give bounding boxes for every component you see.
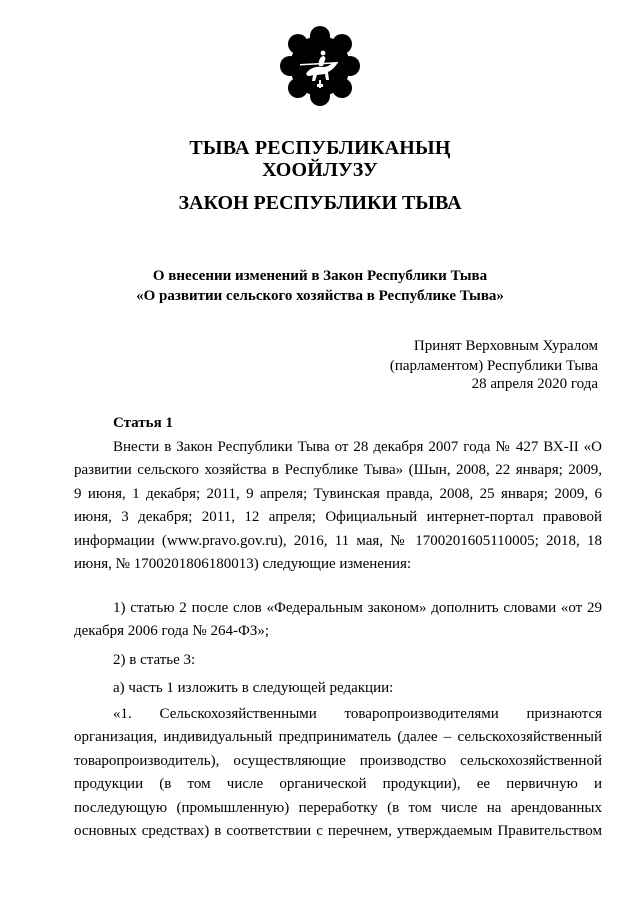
text-line: Внести в Закон Республики Тыва от 28 декабря 2007 года № 427 ВХ-II «О <box>113 439 602 455</box>
paragraph-item-2 <box>74 649 602 672</box>
law-title: ЗАКОН РЕСПУБЛИКИ ТЫВА <box>178 192 462 214</box>
adoption-line-3: 28 апреля 2020 года <box>471 376 598 392</box>
header-line-2: ХООЙЛУЗУ <box>262 159 378 181</box>
text-line: информации (www.pravo.gov.ru), 2016, 11 мая, № 1700201605110005; 2018, 18 <box>74 532 602 549</box>
text-line: продукции (в том числе органической продукции), ее первичную и <box>74 776 602 793</box>
paragraph-item-1 <box>74 597 602 644</box>
text-line: декабря 2006 года № 264-ФЗ»; <box>74 623 270 640</box>
text-line: развитии сельского хозяйства в Республике Тыва» (Шын, 2008, 22 января; 2009, <box>74 462 602 479</box>
text-line: основных средствах) в соответствии с перечнем, утверждаемым Правительством <box>74 823 602 840</box>
paragraph-amendment-intro <box>74 436 602 576</box>
text-line: 2) в статье 3: <box>113 652 196 668</box>
text-line: 9 июня, 1 декабря; 2011, 9 апреля; Тувинская правда, 2008, 25 января; 2009, 6 <box>74 485 602 502</box>
subject-line-1: О внесении изменений в Закон Республики Тыва <box>152 268 488 284</box>
header-line-1: ТЫВА РЕСПУБЛИКАНЫҢ <box>189 137 451 159</box>
text-line: июня, № 1700201806180013) следующие изменения: <box>74 556 412 573</box>
adoption-line-1: Принят Верховным Хуралом <box>413 338 598 354</box>
text-line: 1) статью 2 после слов «Федеральным законом» дополнить словами «от 29 <box>113 600 602 616</box>
adoption-line-2: (парламентом) Республики Тыва <box>389 358 598 374</box>
text-line: товаропроизводитель), осуществляющие производство сельскохозяйственной <box>74 752 602 769</box>
subject-line-2: «О развитии сельского хозяйства в Республике Тыва» <box>136 288 504 304</box>
republic-emblem-icon <box>276 22 364 110</box>
text-line: «1. Сельскохозяйственными товаропроизводителями признаются <box>113 706 602 722</box>
text-line: последующую (промышленную) переработку (в том числе на арендованных <box>74 799 602 816</box>
paragraph-subitem-a <box>74 677 602 700</box>
text-line: июня, 3 декабря; 2011, 12 апреля; Официальный интернет-портал правовой <box>74 509 602 526</box>
text-line: организация, индивидуальный предприниматель (далее – сельскохозяйственный <box>74 729 602 746</box>
paragraph-part-1-text <box>74 703 602 843</box>
text-line: а) часть 1 изложить в следующей редакции: <box>113 680 394 696</box>
article-heading: Статья 1 <box>113 415 173 431</box>
